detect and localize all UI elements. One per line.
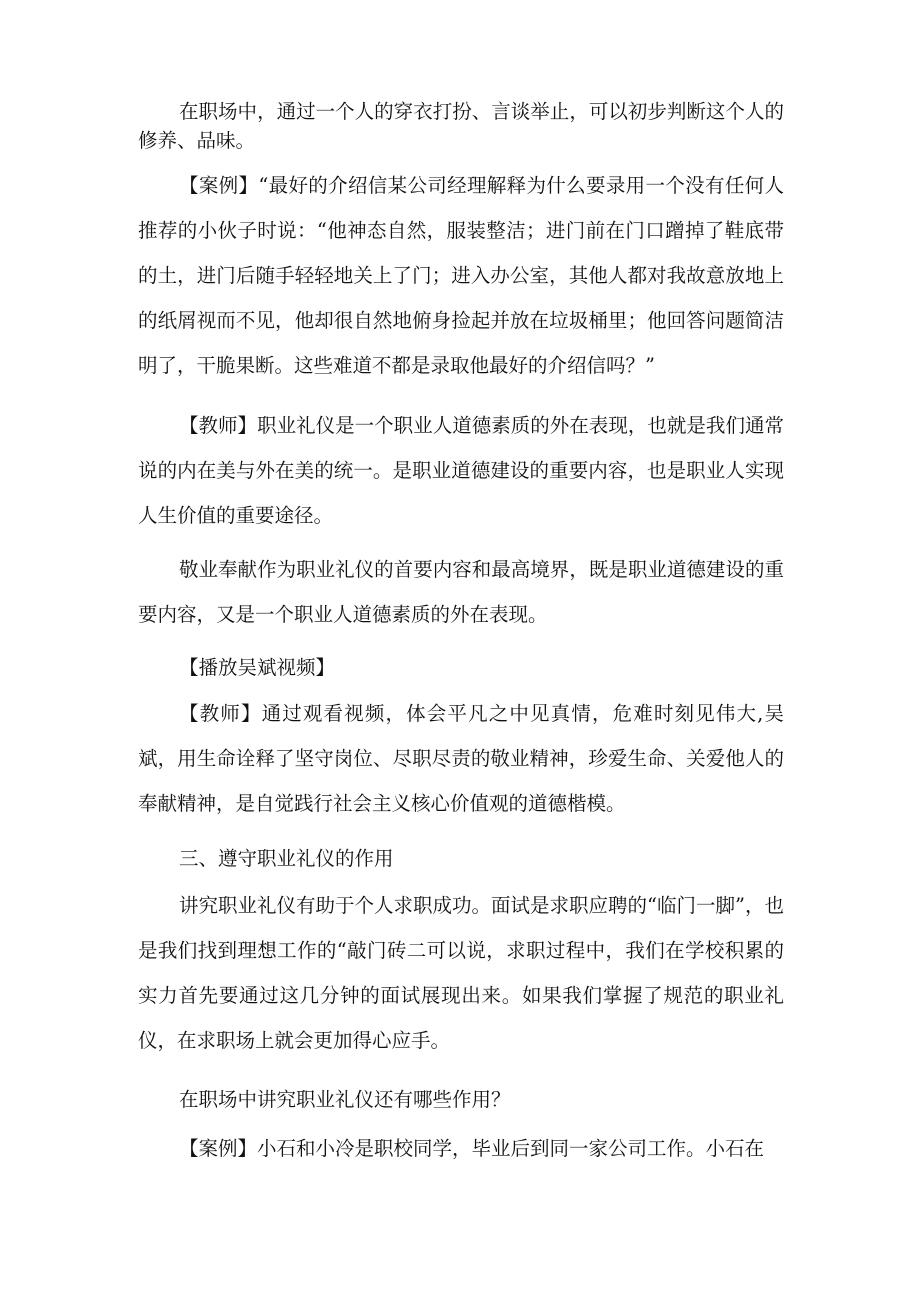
paragraph-question: 在职场中讲究职业礼仪还有哪些作用？ (179, 1088, 511, 1111)
paragraph-job-interview: 讲究职业礼仪有助于个人求职成功。面试是求职应聘的“临门一脚”，也是我们找到理想工作的“敲门砖二可以说，求职过程中，我们在学校积累的实力首先要通过这几分钟的面试展现出来。如果我们掌握了规范的职业礼仪，在求职场上就会更加得心应手。 (138, 894, 784, 1052)
paragraph-dedication: 敬业奉献作为职业礼仪的首要内容和最高境界，既是职业道德建设的重要内容，又是一个职业人道德素质的外在表现。 (138, 558, 784, 626)
paragraph-teacher-video-reflection: 【教师】通过观看视频，体会平凡之中见真情，危难时刻见伟大,吴斌，用生命诠释了坚守岗位、尽职尽责的敬业精神，珍爱生命、关爱他人的奉献精神，是自觉践行社会主义核心价值观的道德楷模。 (138, 702, 784, 815)
paragraph-play-video: 【播放吴斌视频】 (179, 656, 336, 679)
paragraph-intro: 在职场中，通过一个人的穿衣打扮、言谈举止，可以初步判断这个人的修养、品味。 (138, 100, 784, 152)
paragraph-teacher-professional-etiquette: 【教师】职业礼仪是一个职业人道德素质的外在表现，也就是我们通常说的内在美与外在美的统一。是职业道德建设的重要内容，也是职业人实现人生价值的重要途径。 (138, 414, 784, 527)
paragraph-case-recommendation-letter: 【案例】“最好的介绍信某公司经理解释为什么要录用一个没有任何人推荐的小伙子时说：“他神态自然，服装整洁；进门前在门口蹭掉了鞋底带的土，进门后随手轻轻地关上了门；进入办公室，其他人都对我故意放地上的纸屑视而不见，他却很自然地俯身捡起并放在垃圾桶里；他回答问题简洁明了，干脆果断。这些难道不都是录取他最好的介绍信吗？” (138, 174, 784, 377)
paragraph-case-classmates: 【案例】小石和小冷是职校同学，毕业后到同一家公司工作。小石在 (179, 1137, 765, 1160)
section-heading-role-of-etiquette: 三、遵守职业礼仪的作用 (179, 847, 394, 870)
